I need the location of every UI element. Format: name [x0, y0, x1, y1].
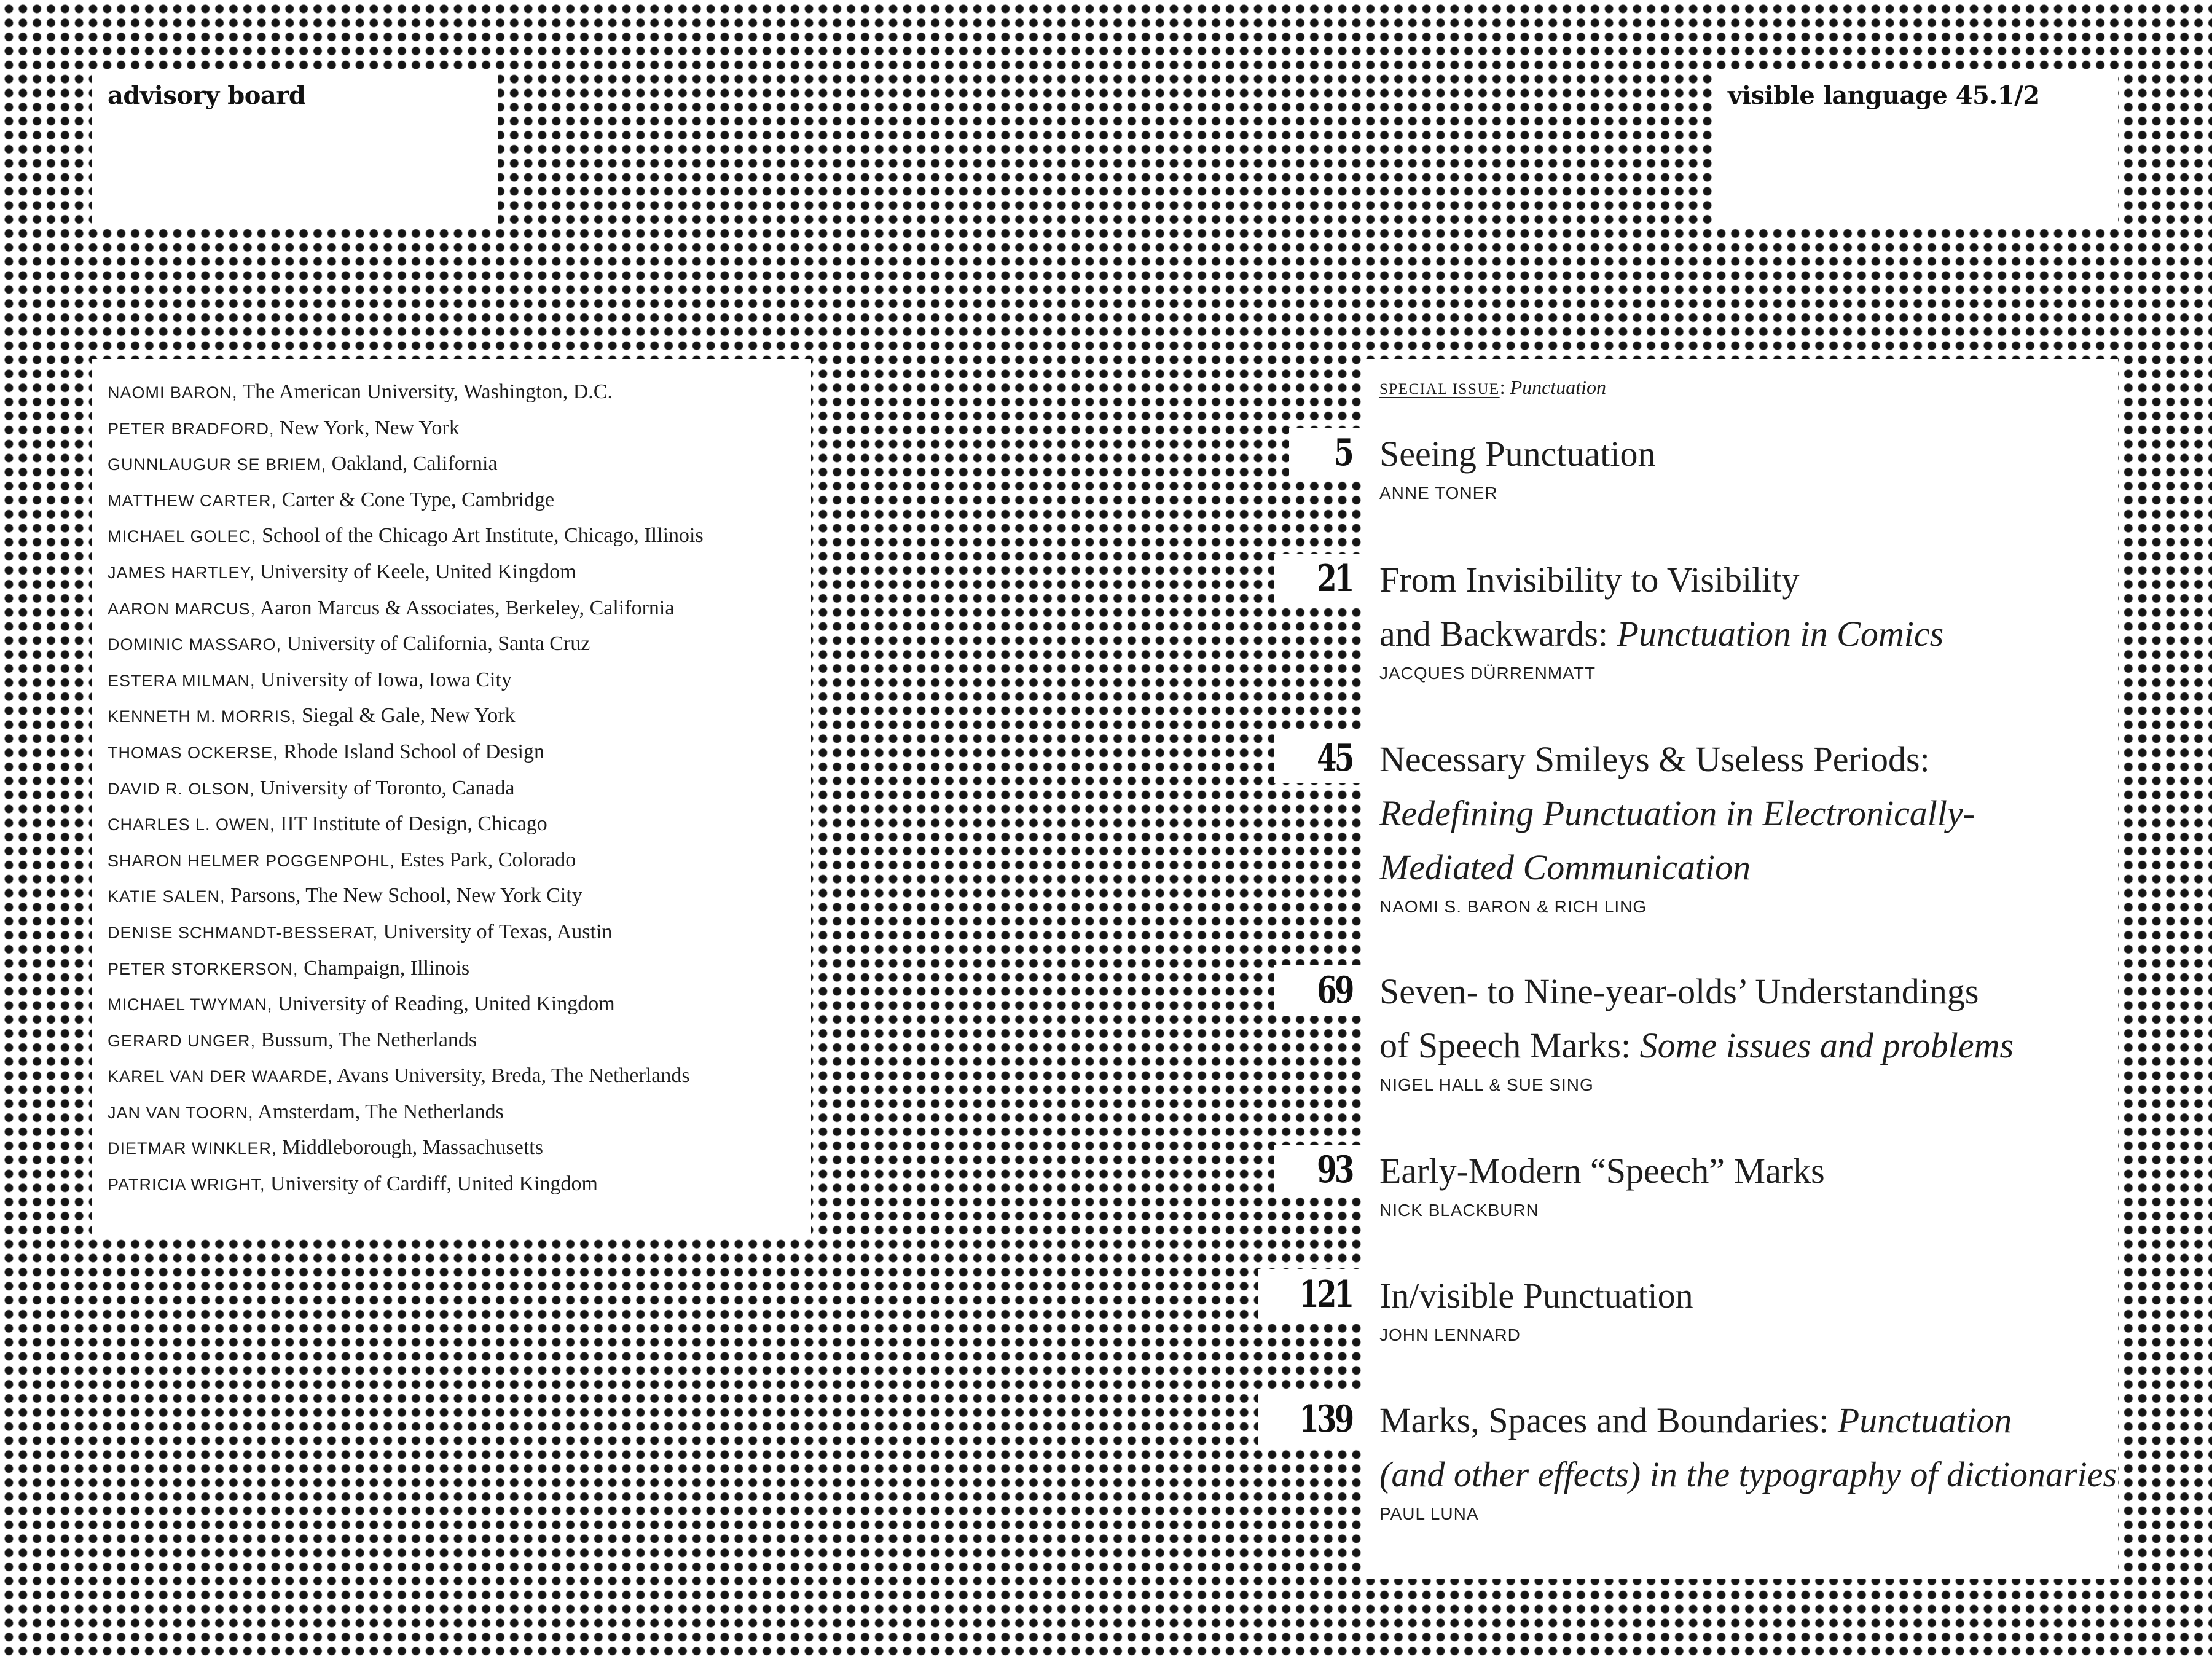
member-name: NAOMI BARON, [108, 383, 238, 402]
article-title-line [1379, 1144, 2117, 1198]
advisory-board-member [108, 806, 704, 842]
journal-issue-heading: visible language 45.1/2 [1728, 81, 2040, 110]
advisory-board-list [108, 374, 704, 1202]
member-affiliation: Siegal & Gale, New York [296, 704, 516, 728]
article-title: Seven- to Nine-year-olds’ Understandings [1379, 971, 1979, 1011]
article-subtitle: Some issues and problems [1639, 1026, 2014, 1065]
member-name: JAN VAN TOORN, [108, 1103, 254, 1122]
page-number-box [1274, 554, 1364, 604]
advisory-board-member [108, 1166, 704, 1202]
advisory-board-member [108, 878, 704, 914]
advisory-board-member [108, 446, 704, 482]
article-title: of Speech Marks: [1379, 1026, 1640, 1065]
advisory-board-member [108, 1058, 704, 1094]
member-affiliation: Champaign, Illinois [298, 956, 470, 979]
advisory-board-member [108, 590, 704, 627]
article-author: NAOMI S. BARON & RICH LING [1379, 897, 1647, 916]
advisory-board-member [108, 410, 704, 447]
member-affiliation: Avans University, Breda, The Netherlands [332, 1064, 690, 1088]
member-affiliation: University of Keele, United Kingdom [254, 560, 576, 583]
member-affiliation: University of Reading, United Kingdom [272, 992, 615, 1016]
member-name: MICHAEL TWYMAN, [108, 995, 273, 1014]
special-issue-label: SPECIAL ISSUE [1379, 381, 1500, 398]
member-name: DIETMAR WINKLER, [108, 1139, 277, 1158]
article-subtitle: (and other effects) in the typography of dictionaries [1379, 1454, 2117, 1494]
page-number-box [1274, 733, 1364, 783]
contents-entry [1379, 1394, 2117, 1524]
article-author: NIGEL HALL & SUE SING [1379, 1075, 1594, 1094]
member-name: ESTERA MILMAN, [108, 671, 256, 690]
member-affiliation: Aaron Marcus & Associates, Berkeley, California [256, 596, 675, 619]
member-affiliation: Carter & Cone Type, Cambridge [276, 488, 555, 511]
member-name: MATTHEW CARTER, [108, 491, 276, 510]
article-title-line [1379, 1019, 2117, 1073]
member-affiliation: IIT Institute of Design, Chicago [275, 812, 547, 836]
contents-entry [1379, 427, 2117, 503]
advisory-board-member [108, 1130, 704, 1166]
member-affiliation: Middleborough, Massachusetts [276, 1136, 543, 1159]
advisory-board-member [108, 482, 704, 519]
advisory-board-member [108, 698, 704, 734]
contents-entry [1379, 1144, 2117, 1220]
member-name: AARON MARCUS, [108, 599, 256, 618]
member-affiliation: University of California, Santa Cruz [281, 632, 590, 656]
article-subtitle: Punctuation [1837, 1400, 2012, 1440]
member-name: DAVID R. OLSON, [108, 779, 255, 798]
advisory-board-member [108, 986, 704, 1022]
member-affiliation: Amsterdam, The Netherlands [253, 1100, 504, 1123]
article-title-line [1379, 1448, 2117, 1502]
advisory-board-member [108, 734, 704, 771]
article-title-line [1379, 786, 2117, 841]
page-number: 121 [1299, 1273, 1352, 1316]
member-name: KENNETH M. MORRIS, [108, 707, 297, 726]
member-name: DENISE SCHMANDT-BESSERAT, [108, 923, 378, 942]
member-name: PETER BRADFORD, [108, 419, 275, 438]
member-name: CHARLES L. OWEN, [108, 815, 275, 834]
advisory-board-member [108, 1094, 704, 1131]
page-number: 139 [1299, 1398, 1352, 1441]
advisory-board-member [108, 842, 704, 879]
article-title-line [1379, 732, 2117, 786]
advisory-board-member [108, 951, 704, 987]
contents-entry [1379, 965, 2117, 1095]
article-title-line [1379, 1394, 2117, 1448]
article-title: Early-Modern “Speech” Marks [1379, 1151, 1825, 1191]
page-number-box [1289, 428, 1364, 478]
member-name: KATIE SALEN, [108, 887, 226, 906]
member-name: JAMES HARTLEY, [108, 563, 255, 582]
page-number-box [1258, 1394, 1364, 1445]
special-issue-separator: : [1499, 376, 1505, 398]
contents-entry [1379, 1269, 2117, 1345]
special-issue-line [1379, 376, 1606, 399]
article-author: ANNE TONER [1379, 484, 1498, 503]
page-number: 21 [1316, 557, 1352, 600]
member-name: THOMAS OCKERSE, [108, 743, 278, 762]
page-number-box [1258, 1269, 1364, 1320]
advisory-board-member [108, 1022, 704, 1059]
advisory-board-member [108, 771, 704, 807]
advisory-board-member [108, 374, 704, 410]
member-affiliation: Bussum, The Netherlands [256, 1028, 477, 1051]
member-name: SHARON HELMER POGGENPOHL, [108, 851, 395, 870]
page-number: 69 [1316, 969, 1352, 1012]
member-affiliation: Oakland, California [326, 452, 498, 476]
member-name: GERARD UNGER, [108, 1031, 256, 1050]
article-title: and Backwards: [1379, 614, 1617, 654]
member-affiliation: School of the Chicago Art Institute, Chicago, Illinois [256, 524, 704, 547]
page-number-box [1274, 1145, 1364, 1195]
article-title-line [1379, 965, 2117, 1019]
special-issue-topic: Punctuation [1505, 376, 1606, 398]
advisory-board-member [108, 626, 704, 662]
article-subtitle: Redefining Punctuation in Electronically- [1379, 793, 1975, 833]
member-affiliation: The American University, Washington, D.C. [237, 380, 613, 403]
member-affiliation: New York, New York [274, 416, 460, 439]
member-name: MICHAEL GOLEC, [108, 527, 257, 546]
member-name: PATRICIA WRIGHT, [108, 1175, 265, 1194]
member-affiliation: University of Toronto, Canada [254, 776, 515, 799]
article-subtitle: Punctuation in Comics [1617, 614, 1944, 654]
article-author: NICK BLACKBURN [1379, 1201, 1539, 1220]
article-subtitle: Mediated Communication [1379, 847, 1751, 887]
member-affiliation: University of Iowa, Iowa City [255, 668, 512, 691]
article-title-line [1379, 1269, 2117, 1323]
article-title: From Invisibility to Visibility [1379, 560, 1800, 600]
member-name: GUNNLAUGUR SE BRIEM, [108, 455, 327, 474]
advisory-board-member [108, 518, 704, 554]
member-name: PETER STORKERSON, [108, 959, 299, 978]
article-title: Marks, Spaces and Boundaries: [1379, 1400, 1838, 1440]
article-author: JACQUES DÜRRENMATT [1379, 664, 1596, 683]
page-number: 5 [1334, 431, 1352, 474]
article-title: Necessary Smileys & Useless Periods: [1379, 739, 1930, 779]
article-author: PAUL LUNA [1379, 1504, 1479, 1523]
article-title-line [1379, 607, 2117, 661]
article-title: Seeing Punctuation [1379, 434, 1656, 474]
member-affiliation: Estes Park, Colorado [394, 848, 576, 871]
member-name: DOMINIC MASSARO, [108, 635, 282, 654]
journal-header-panel [1712, 69, 2118, 227]
advisory-board-heading: advisory board [108, 81, 306, 110]
advisory-board-member [108, 662, 704, 699]
page-number: 45 [1316, 737, 1352, 780]
member-affiliation: University of Texas, Austin [378, 920, 613, 943]
article-title-line [1379, 553, 2117, 607]
advisory-board-member [108, 914, 704, 951]
advisory-board-member [108, 554, 704, 590]
contents-entry [1379, 732, 2117, 917]
contents-entry [1379, 553, 2117, 683]
advisory-board-panel [92, 359, 811, 1237]
member-affiliation: Parsons, The New School, New York City [225, 884, 582, 908]
member-affiliation: University of Cardiff, United Kingdom [265, 1172, 598, 1196]
article-title-line [1379, 841, 2117, 895]
article-author: JOHN LENNARD [1379, 1325, 1521, 1344]
advisory-board-header-panel [92, 69, 498, 227]
article-title: In/visible Punctuation [1379, 1276, 1693, 1316]
member-affiliation: Rhode Island School of Design [278, 740, 544, 763]
member-name: KAREL VAN DER WAARDE, [108, 1067, 333, 1086]
page-number: 93 [1316, 1148, 1352, 1191]
article-title-line [1379, 427, 2117, 481]
page-number-box [1274, 965, 1364, 1016]
